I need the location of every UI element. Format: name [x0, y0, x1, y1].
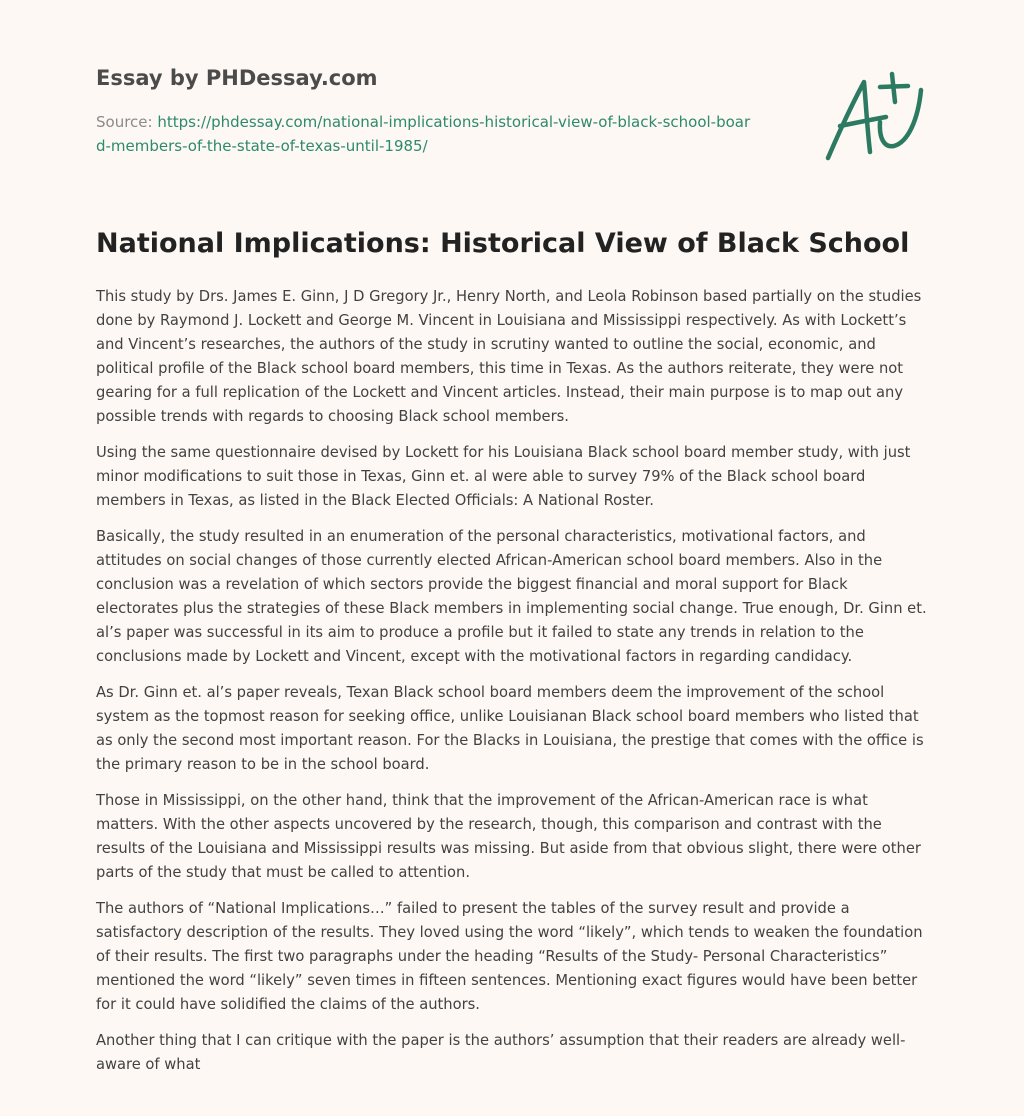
- paragraph: The authors of “National Implications…” failed to present the tables of the survey result and provide a satisfactory description of the results. They loved using the word “likely”, which tends to weaken the foundation of their results. The first two paragraphs under the heading “Results of the Study- Personal Characteristics” mentioned the word “likely” seven times in fifteen sentences. Mentioning exact figures would have been better for it could have solidified the claims of the authors.: [96, 900, 923, 1013]
- source-label: Source:: [96, 113, 153, 131]
- article-body: [96, 285, 932, 1089]
- paragraph: Basically, the study resulted in an enumeration of the personal characteristics, motivational factors, and attitudes on social changes of those currently elected African-American school board members. Also in the conclusion was a revelation of which sectors provide the biggest financial and moral support for Black electorates plus the strategies of these Black members in implementing social change. True enough, Dr. Ginn et. al’s paper was successful in its aim to produce a profile but it failed to state any trends in relation to the conclusions made by Lockett and Vincent, except with the motivational factors in regarding candidacy.: [96, 528, 927, 665]
- page-header: [96, 64, 756, 158]
- article-title: National Implications: Historical View of Black School: [96, 228, 910, 259]
- paragraph: Another thing that I can critique with the paper is the authors’ assumption that their readers are already well-aware of what: [96, 1032, 906, 1073]
- paragraph: Using the same questionnaire devised by Lockett for his Louisiana Black school board member study, with just minor modifications to suit those in Texas, Ginn et. al were able to survey 79% of the Black school board members in Texas, as listed in the Black Elected Officials: A National Roster.: [96, 444, 911, 509]
- paragraph: As Dr. Ginn et. al’s paper reveals, Texan Black school board members deem the improvement of the school system as the topmost reason for seeking office, unlike Louisianan Black school board members who listed that as only the second most important reason. For the Blacks in Louisiana, the prestige that comes with the office is the primary reason to be in the school board.: [96, 684, 924, 773]
- a-plus-grade-icon: [816, 68, 928, 164]
- paragraph: Those in Mississippi, on the other hand, think that the improvement of the African-American race is what matters. With the other aspects uncovered by the research, though, this comparison and contrast with the results of the Louisiana and Mississippi results was missing. But aside from that obvious slight, there were other parts of the study that must be called to attention.: [96, 792, 921, 881]
- source-link[interactable]: https://phdessay.com/national-implications-historical-view-of-black-school-board-members-of-the-state-of-texas-until-1985/: [96, 113, 751, 155]
- paragraph: This study by Drs. James E. Ginn, J D Gregory Jr., Henry North, and Leola Robinson based partially on the studies done by Raymond J. Lockett and George M. Vincent in Louisiana and Mississippi respectively. As with Lockett’s and Vincent’s researches, the authors of the study in scrutiny wanted to outline the social, economic, and political profile of the Black school board members, this time in Texas. As the authors reiterate, they were not gearing for a full replication of the Lockett and Vincent articles. Instead, their main purpose is to map out any possible trends with regards to choosing Black school members.: [96, 288, 922, 425]
- source-line: [96, 110, 756, 158]
- site-brand: Essay by PHDessay.com: [96, 66, 378, 90]
